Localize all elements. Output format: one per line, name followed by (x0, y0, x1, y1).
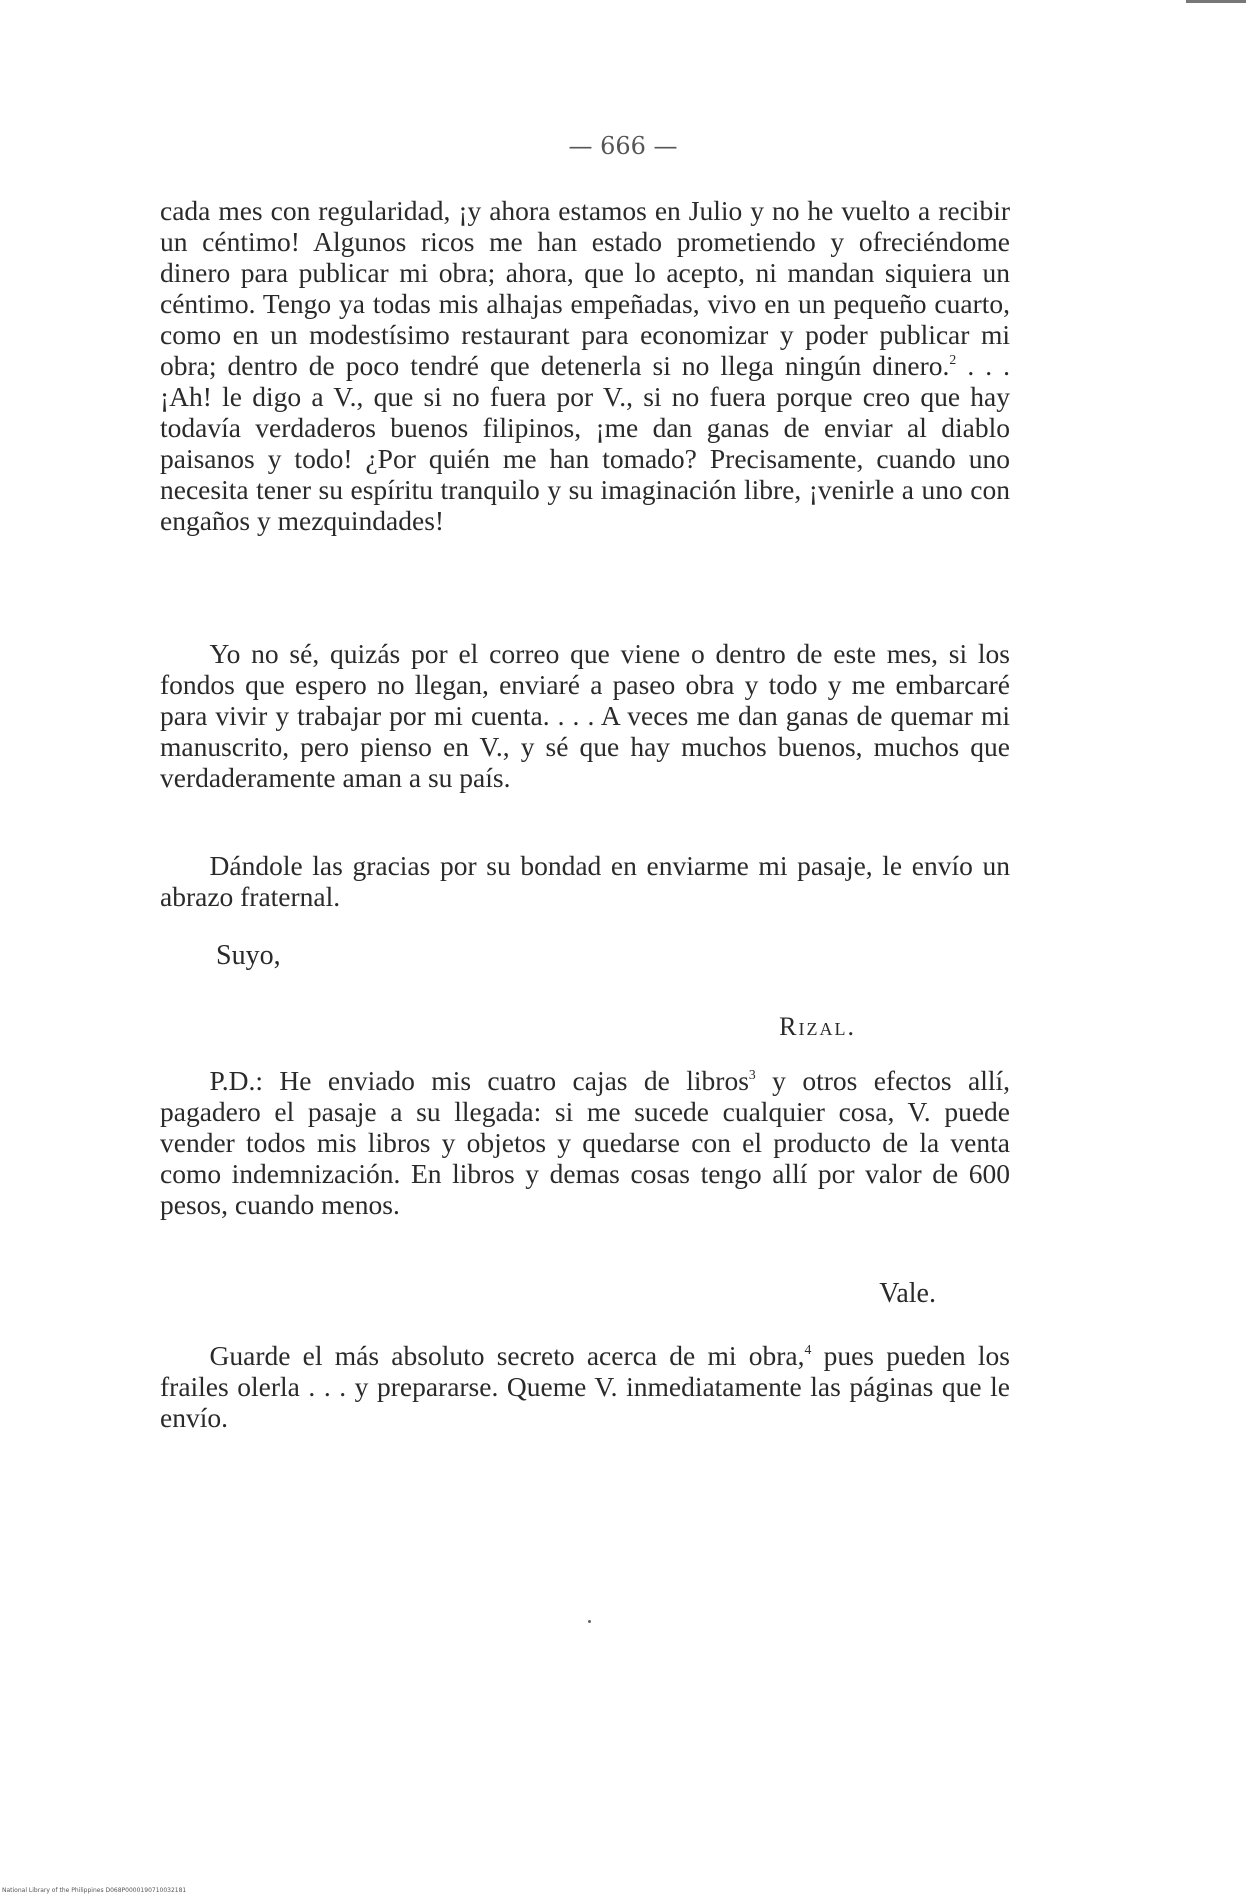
footnote-ref-4: 4 (804, 1342, 812, 1357)
paragraph-1-text: cada mes con regularidad, ¡y ahora estamos en Julio y no he vuelto a recibir un céntimo! Algunos ricos me han estado prometiendo y ofreciéndome dinero para publicar mi obra; ahora, que lo acepto, ni mandan siquiera un céntimo. Tengo ya todas mis alhajas empeñadas, vivo en un pequeño cuarto, como en un modestísimo restaurant para economizar y poder publicar mi obra; dentro de poco tendré que detenerla si no llega ningún dinero. (160, 195, 1010, 381)
footer-caption: National Library of the Philippines D068P0000190710032181 (2, 1887, 187, 1894)
paragraph-1-continued: . . . ¡Ah! le digo a V., que si no fuera por V., si no fuera porque creo que hay todavía verdaderos buenos filipinos, ¡me dan ganas de enviar al diablo paisanos y todo! ¿Por quién me han tomado? Precisamente, cuando uno necesita tener su espíritu tranquilo y su imaginación libre, ¡venirle a uno con engaños y mezquindades! (160, 350, 1010, 536)
signature: Rizal. (779, 1012, 856, 1041)
footnote-ref-3: 3 (748, 1067, 756, 1082)
postscript (160, 1065, 1010, 1220)
vale-closing: Vale. (879, 1278, 936, 1309)
postscript-text: P.D.: He enviado mis cuatro cajas de libros (209, 1065, 749, 1096)
final-text: Guarde el más absoluto secreto acerca de mi obra, (209, 1340, 805, 1371)
closing-salutation: Suyo, (216, 940, 281, 971)
paragraph-1 (160, 195, 1010, 536)
paragraph-2: Yo no sé, quizás por el correo que viene o dentro de este mes, si los fondos que espero no llegan, enviaré a paseo obra y todo y me embarcaré para vivir y trabajar por mi cuenta. . . . A veces me dan ganas de quemar mi manuscrito, pero pienso en V., y sé que hay muchos buenos, muchos que verdaderamente aman a su país. (160, 638, 1010, 793)
page-number: — 666 — (568, 132, 678, 160)
corner-mark (1186, 0, 1246, 3)
final-continued: pues pueden los frailes olerla . . . y prepararse. Queme V. inmediatamente las páginas que le envío. (160, 1340, 1010, 1433)
final-paragraph (160, 1340, 1010, 1433)
scan-speck (588, 1620, 591, 1623)
paragraph-3: Dándole las gracias por su bondad en enviarme mi pasaje, le envío un abrazo fraternal. (160, 850, 1010, 912)
postscript-continued: y otros efectos allí, pagadero el pasaje a su llegada: si me sucede cualquier cosa, V. puede vender todos mis libros y objetos y quedarse con el producto de la venta como indemnización. En libros y demas cosas tengo allí por valor de 600 pesos, cuando menos. (160, 1065, 1010, 1220)
footnote-ref-2: 2 (949, 352, 957, 367)
